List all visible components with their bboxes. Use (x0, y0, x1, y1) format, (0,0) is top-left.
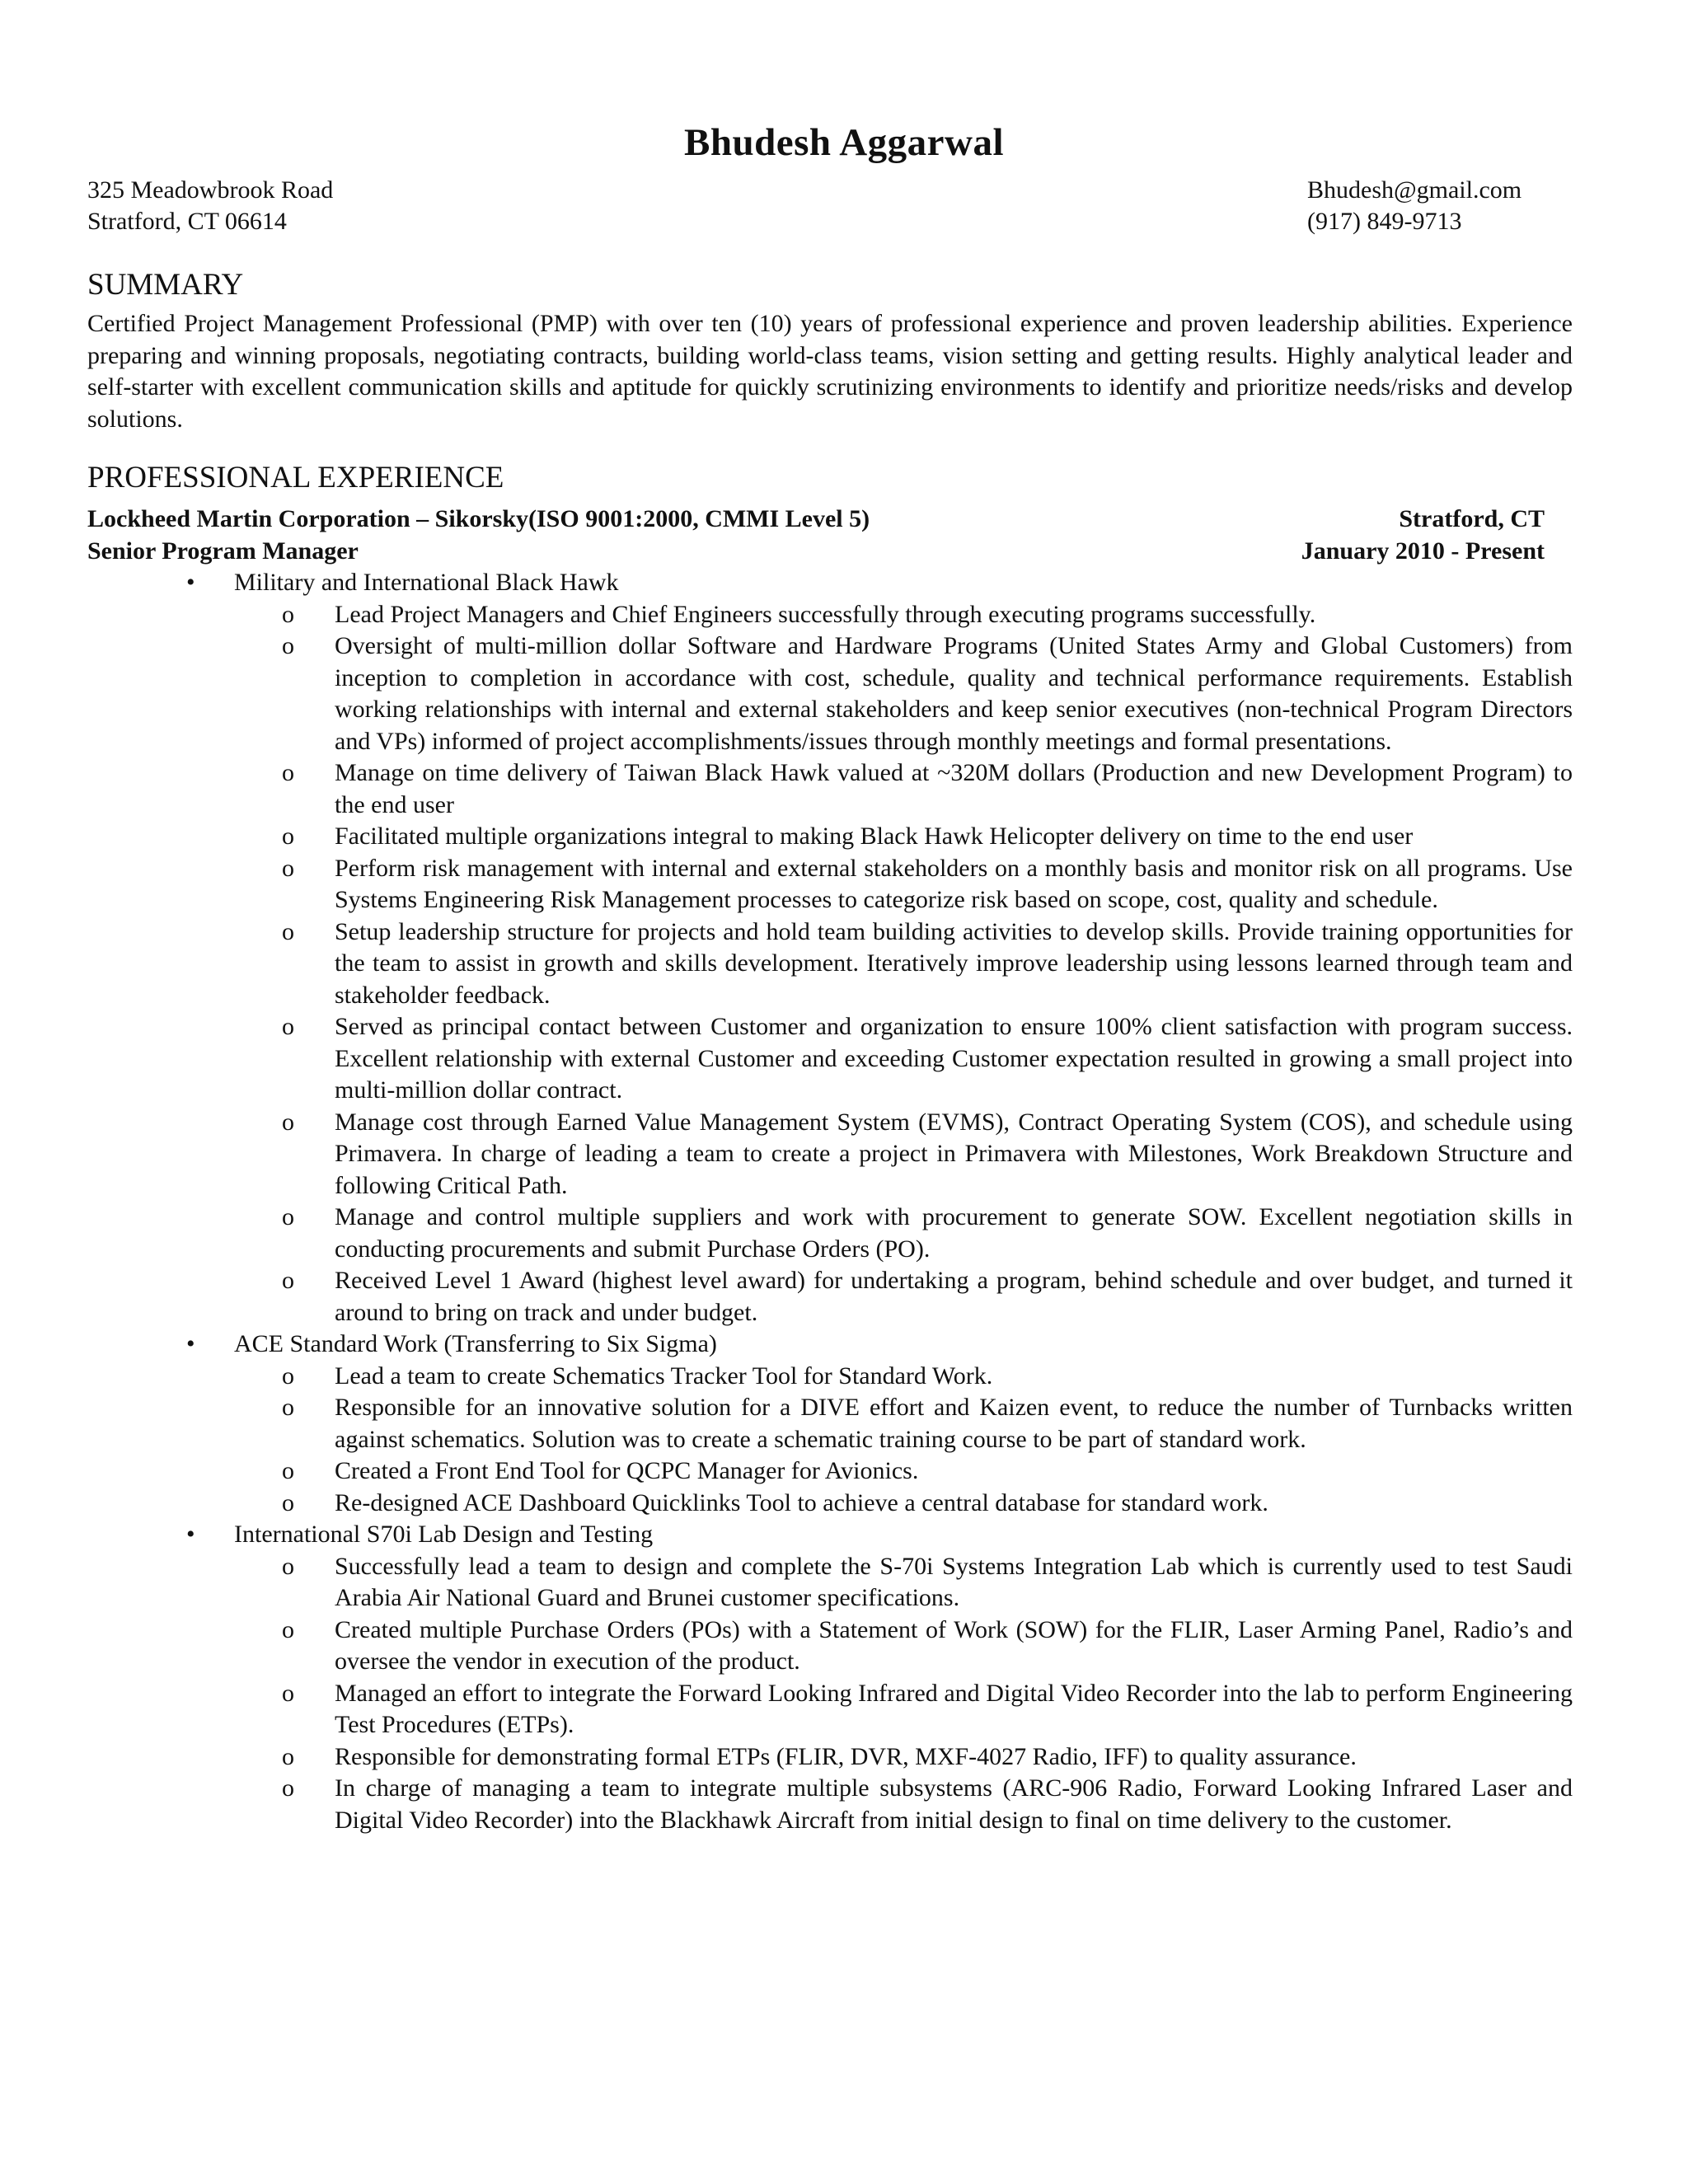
sub-list-item (87, 916, 1573, 1012)
sub-bullet-icon: o (282, 1742, 294, 1770)
sub-list-item (87, 1107, 1573, 1202)
bullet-icon: • (186, 1330, 195, 1357)
item-text: Manage cost through Earned Value Management System (EVMS), Contract Operating System (COS), and schedule using Primavera. In charge of leading a team to create a project in Primavera with Milestones, Work Breakdown Structure and following Critical Path. (335, 1108, 1573, 1199)
item-text: Responsible for demonstrating formal ETPs (FLIR, DVR, MXF-4027 Radio, IFF) to quality assurance. (335, 1742, 1357, 1770)
sub-bullet-icon: o (282, 1774, 294, 1802)
sub-list-item (87, 630, 1573, 757)
bullet-icon: • (186, 1521, 195, 1548)
sub-list (87, 1361, 1573, 1520)
job-header (87, 504, 1545, 567)
group-label: International S70i Lab Design and Testing (234, 1521, 654, 1548)
sub-bullet-icon: o (282, 1679, 294, 1707)
item-text: Re-designed ACE Dashboard Quicklinks Tool to achieve a central database for standard work. (335, 1488, 1268, 1516)
sub-bullet-icon: o (282, 1457, 294, 1484)
sub-bullet-icon: o (282, 1361, 294, 1390)
item-text: Created multiple Purchase Orders (POs) with a Statement of Work (SOW) for the FLIR, Laser Arming Panel, Radio’s and oversee the vendor in execution of the product. (335, 1615, 1573, 1675)
sub-list-item (87, 1773, 1573, 1836)
list-item (87, 1519, 1573, 1836)
sub-list-item (87, 1392, 1573, 1455)
sub-bullet-icon: o (282, 759, 294, 786)
sub-list-item (87, 1361, 1573, 1393)
phone: (917) 849-9713 (1307, 208, 1462, 235)
summary-text: Certified Project Management Professional (PMP) with over ten (10) years of professional experience and proven leadership abilities. Experience preparing and winning proposals, negotiating contracts, building world-class teams, vision setting and getting results. Highly analytical leader and self-starter with excellent communication skills and aptitude for quickly scrutinizing environments to identify and prioritize needs/risks and develop solutions. (87, 310, 1573, 433)
sub-bullet-icon: o (282, 1552, 294, 1580)
address-line-2: Stratford, CT 06614 (87, 208, 287, 235)
sub-bullet-icon: o (282, 1615, 294, 1643)
contact-block (87, 175, 1522, 237)
company: Lockheed Martin Corporation – Sikorsky(ISO 9001:2000, CMMI Level 5) (87, 505, 870, 532)
sub-list-item (87, 757, 1573, 821)
address-line-1: 325 Meadowbrook Road (87, 176, 334, 204)
experience-bullets (87, 567, 1573, 1836)
sub-list-item (87, 821, 1573, 853)
job-title: Senior Program Manager (87, 537, 359, 565)
sub-list-item (87, 599, 1573, 631)
item-text: Lead a team to create Schematics Tracker Tool for Standard Work. (335, 1361, 993, 1390)
sub-list-item (87, 1455, 1573, 1488)
item-text: Responsible for an innovative solution for a DIVE effort and Kaizen event, to reduce the number of Turnbacks written against schematics. Solution was to create a schematic training course to be part of standard work. (335, 1394, 1573, 1453)
item-text: Setup leadership structure for projects and hold team building activities to develop skills. Provide training opportunities for the team to assist in growth and skills development. Iteratively improve leadership using lessons learned through team and stakeholder feedback. (335, 917, 1573, 1009)
sub-bullet-icon: o (282, 1488, 294, 1516)
sub-bullet-icon: o (282, 823, 294, 850)
sub-bullet-icon: o (282, 632, 294, 659)
group-label: ACE Standard Work (Transferring to Six Sigma) (234, 1330, 717, 1357)
item-text: Oversight of multi-million dollar Software and Hardware Programs (United States Army and Global Customers) from inception to completion in accordance with cost, schedule, quality and technical performance requirements. Establish working relationships with internal and external stakeholders and keep senior executives (non-technical Program Directors and VPs) informed of project accomplishments/issues through monthly meetings and formal presentations. (335, 632, 1573, 755)
item-text: Created a Front End Tool for QCPC Manager for Avionics. (335, 1457, 919, 1484)
item-text: Received Level 1 Award (highest level award) for undertaking a program, behind schedule and over budget, and turned it around to bring on track and under budget. (335, 1267, 1573, 1326)
sub-bullet-icon: o (282, 1108, 294, 1136)
group-label: Military and International Black Hawk (234, 569, 619, 596)
sub-list (87, 599, 1573, 1329)
job-dates: January 2010 - Present (1301, 537, 1545, 565)
sub-bullet-icon: o (282, 917, 294, 945)
summary-heading: SUMMARY (87, 268, 244, 302)
bullet-icon: • (186, 569, 195, 596)
sub-bullet-icon: o (282, 1203, 294, 1230)
list-item (87, 567, 1573, 1329)
sub-bullet-icon: o (282, 854, 294, 882)
experience-heading: PROFESSIONAL EXPERIENCE (87, 461, 504, 494)
sub-bullet-icon: o (282, 1394, 294, 1421)
sub-list-item (87, 1741, 1573, 1774)
item-text: Successfully lead a team to design and complete the S-70i Systems Integration Lab which is currently used to test Saudi Arabia Air National Guard and Brunei customer specifications. (335, 1552, 1573, 1611)
item-text: Facilitated multiple organizations integral to making Black Hawk Helicopter delivery on time to the end user (335, 823, 1414, 850)
sub-list (87, 1551, 1573, 1837)
sub-list-item (87, 1265, 1573, 1329)
sub-list-item (87, 1488, 1573, 1520)
item-text: Manage and control multiple suppliers and work with procurement to generate SOW. Excellent negotiation skills in conducting procurements and submit Purchase Orders (PO). (335, 1203, 1573, 1263)
sub-bullet-icon: o (282, 600, 294, 628)
sub-bullet-icon: o (282, 1013, 294, 1040)
item-text: In charge of managing a team to integrate multiple subsystems (ARC-906 Radio, Forward Looking Infrared Laser and Digital Video Recorder) into the Blackhawk Aircraft from initial design to final on time delivery to the customer. (335, 1774, 1573, 1834)
sub-list-item (87, 1551, 1573, 1615)
item-text: Lead Project Managers and Chief Engineers successfully through executing programs successfully. (335, 600, 1316, 628)
sub-list-item (87, 853, 1573, 916)
email: Bhudesh@gmail.com (1307, 176, 1522, 204)
item-text: Served as principal contact between Customer and organization to ensure 100% client satisfaction with program success. Excellent relationship with external Customer and exceeding Customer expectation resulted in growing a small project into multi-million dollar contract. (335, 1013, 1573, 1104)
sub-list-item (87, 1615, 1573, 1678)
sub-list-item (87, 1011, 1573, 1107)
candidate-name: Bhudesh Aggarwal (683, 121, 1005, 164)
list-item (87, 1329, 1573, 1519)
sub-list-item (87, 1202, 1573, 1265)
item-text: Managed an effort to integrate the Forward Looking Infrared and Digital Video Recorder into the lab to perform Engineering Test Procedures (ETPs). (335, 1679, 1573, 1738)
sub-bullet-icon: o (282, 1267, 294, 1294)
job-location: Stratford, CT (1399, 505, 1545, 532)
item-text: Perform risk management with internal and external stakeholders on a monthly basis and monitor risk on all programs. Use Systems Engineering Risk Management processes to categorize risk based on scope, cost, quality and schedule. (335, 854, 1573, 913)
sub-list-item (87, 1678, 1573, 1741)
item-text: Manage on time delivery of Taiwan Black Hawk valued at ~320M dollars (Production and new Development Program) to the end user (335, 759, 1573, 818)
